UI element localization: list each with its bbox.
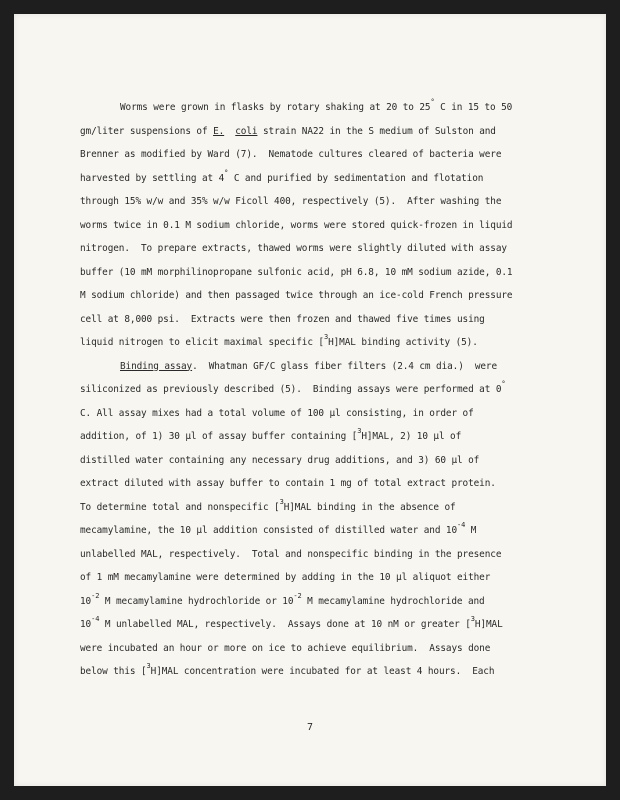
text-line: Binding assay. Whatman GF/C glass fiber filters (2.4 cm dia.) were xyxy=(120,360,498,372)
text-line: $10^{-2}$ M mecamylamine hydrochloride or $10^{-2}$ M mecamylamine hydrochloride and xyxy=(80,591,485,607)
text-line: of 1 mM mecamylamine were determined by adding in the 10 µl aliquot either xyxy=(80,572,491,583)
text-line: mecamylamine, the 10 µl addition consisted of distilled water and $10^{-4}$ M xyxy=(80,521,477,536)
text-line: distilled water containing any necessary drug additions, and 3) 60 µl of xyxy=(80,454,480,466)
text-line: extract diluted with assay buffer to contain 1 mg of total extract protein. xyxy=(80,478,496,489)
text-line: below this [$^3$H]MAL concentration were incubated for at least 4 hours. Each xyxy=(80,662,495,677)
text-line: nitrogen. To prepare extracts, thawed worms were slightly diluted with assay xyxy=(80,243,507,254)
text-line: buffer (10 mM morphilinopropane sulfonic acid, pH 6.8, 10 mM sodium azide, 0.1 xyxy=(80,266,513,278)
text-line: worms twice in 0.1 M sodium chloride, worms were stored quick-frozen in liquid xyxy=(80,219,513,231)
page-number: 7 xyxy=(306,722,314,733)
text-line: C. All assay mixes had a total volume of 100 µl consisting, in order of xyxy=(80,407,474,419)
text-line: liquid nitrogen to elicit maximal specific [$^3$H]MAL binding activity (5). xyxy=(80,333,478,348)
text-line: $10^{-4}$ M unlabelled MAL, respectively. Assays done at 10 nM or greater [$^3$H]MAL xyxy=(80,615,503,630)
text-line: through 15% w/w and 35% w/w Ficoll 400, respectively (5). After washing the xyxy=(80,196,502,207)
text-line: were incubated an hour or more on ice to achieve equilibrium. Assays done xyxy=(80,642,491,654)
text-line: Brenner as modified by Ward (7). Nematode cultures cleared of bacteria were xyxy=(80,149,502,160)
text-line: addition, of 1) 30 µl of assay buffer containing [$^3$H]MAL, 2) 10 µl of xyxy=(80,427,462,442)
body-text xyxy=(80,96,550,684)
text-line: gm/liter suspensions of E. coli strain NA22 in the S medium of Sulston and xyxy=(80,125,496,137)
text-line: M sodium chloride) and then passaged twice through an ice-cold French pressure xyxy=(80,290,513,301)
text-line: siliconized as previously described (5). Binding assays were performed at 0° xyxy=(80,380,506,395)
text-line: harvested by settling at 4° C and purified by sedimentation and flotation xyxy=(80,168,484,184)
text-line: To determine total and nonspecific [$^3$H]MAL binding in the absence of xyxy=(80,497,456,513)
text-line: Worms were grown in flasks by rotary shaking at 20 to 25° C in 15 to 50 xyxy=(120,98,513,113)
text-line: unlabelled MAL, respectively. Total and nonspecific binding in the presence xyxy=(80,548,502,560)
text-line: cell at 8,000 psi. Extracts were then frozen and thawed five times using xyxy=(80,313,485,325)
